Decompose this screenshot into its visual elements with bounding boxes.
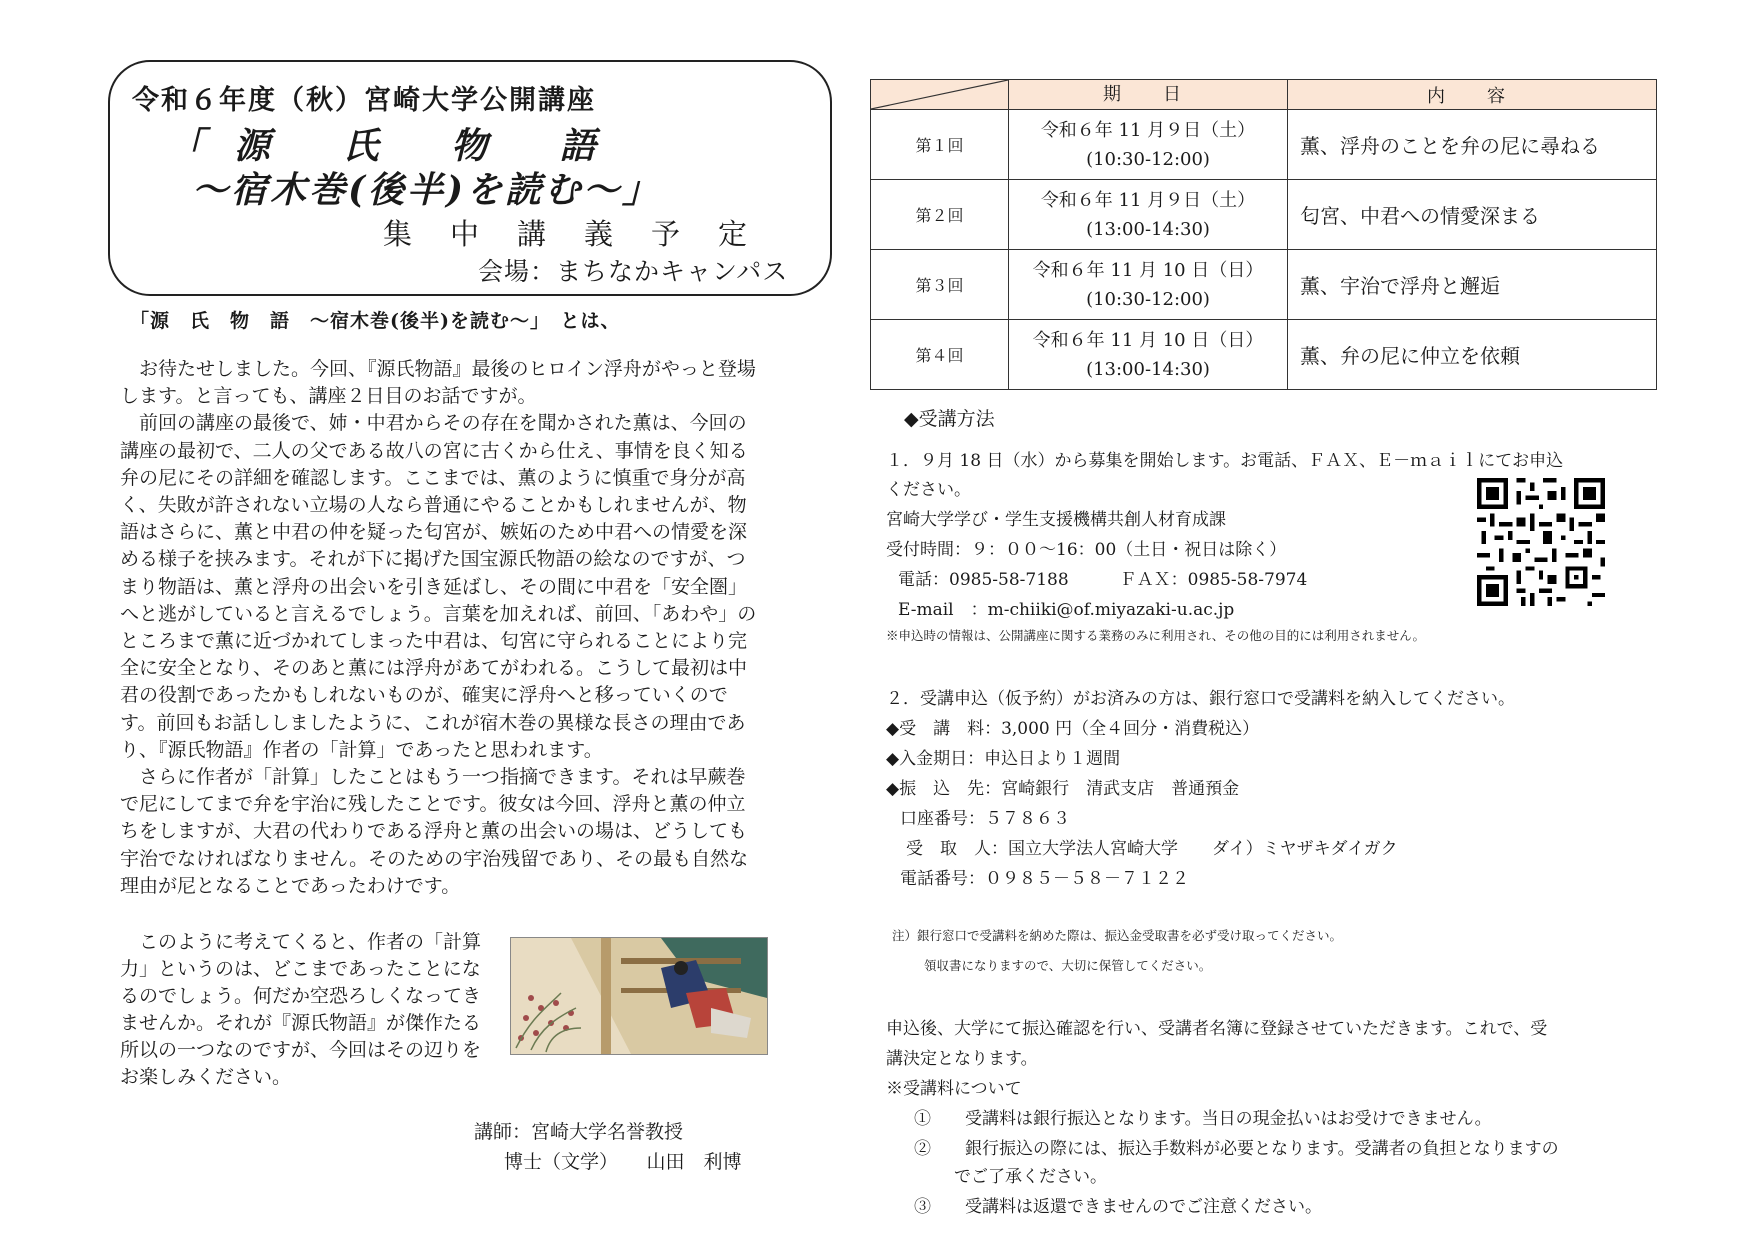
privacy-note: ※申込時の情報は、公開講座に関する業務のみに利用され、その他の目的には利用されません。 (886, 628, 1426, 643)
title-intensive-course: 集中講義予定 (383, 217, 786, 251)
bank-phone: 電話番号：０９８５－５８－７１２２ (900, 869, 1189, 889)
office-hours: 受付時間：９：００～16：00（土日・祝日は除く） (886, 540, 1287, 560)
intro-body (120, 356, 764, 900)
session-label: 第１回 (871, 110, 1009, 180)
fee-about-heading: ※受講料について (886, 1079, 1022, 1099)
session-datetime (1009, 320, 1288, 390)
step2-text: ２．受講申込（仮予約）がお済みの方は、銀行窓口で受講料を納入してください。 (886, 689, 1515, 709)
session-label: 第２回 (871, 180, 1009, 250)
after-application-line-2: 講決定となります。 (886, 1049, 1038, 1069)
step1-line-b: ください。 (886, 480, 971, 500)
session-datetime (1009, 180, 1288, 250)
lecturer-title: 講師：宮崎大学名誉教授 (474, 1121, 684, 1143)
title-yadorigi: ～宿木巻(後半)を読む～」 (192, 169, 662, 211)
session-time: (10:30-12:00) (1086, 288, 1210, 310)
session-time: (10:30-12:00) (1086, 148, 1210, 170)
table-row (871, 110, 1657, 180)
session-content: 薫、宇治で浮舟と邂逅 (1288, 250, 1657, 320)
fee-item-2b: でご了承ください。 (954, 1167, 1107, 1187)
step1-line-a: １．９月 18 日（水）から募集を開始します。お電話、ＦＡＸ、Ｅ－ｍａｉｌにてお申込 (886, 451, 1564, 471)
table-row (871, 320, 1657, 390)
session-time: (13:00-14:30) (1086, 218, 1210, 240)
session-date: 令和６年 11 月９日（土） (1040, 189, 1256, 211)
title-genji: 「源 氏 物 語 (168, 125, 626, 167)
contact-email: E-mail ：m-chiiki@of.miyazaki-u.ac.jp (898, 600, 1235, 620)
intro-paragraph-4-wrap (120, 929, 482, 1091)
contact-phone: 電話：0985-58-7188 ＦＡＸ：0985-58-7974 (898, 570, 1308, 590)
intro-heading: 「源 氏 物 語 ～宿木巻(後半)を読む～」 とは、 (130, 310, 621, 332)
session-date: 令和６年 11 月 10 日（日） (1032, 329, 1264, 351)
intro-paragraph-1: お待たせしました。今回、『源氏物語』最後のヒロイン浮舟がやっと登場します。と言っても、講座２日目のお話ですが。 (120, 358, 756, 408)
qr-code-image (1477, 478, 1605, 606)
table-row (871, 250, 1657, 320)
intro-paragraph-4: このように考えてくると、作者の「計算力」というのは、どこまであったことになるのでしょう。何だか空恐ろしくなってきませんか。それが『源氏物語』が傑作たる所以の一つなのですが、今回はその辺りをお楽しみください。 (120, 931, 482, 1088)
lecturer-name: 博士（文学） 山田 利博 (504, 1151, 742, 1173)
deadline-info: ◆入金期日：申込日より１週間 (886, 749, 1121, 769)
session-date: 令和６年 11 月 10 日（日） (1032, 259, 1264, 281)
session-content: 薫、弁の尼に仲立を依頼 (1288, 320, 1657, 390)
fee-item-3: ③ 受講料は返還できませんのでご注意ください。 (914, 1197, 1322, 1217)
application-heading: ◆受講方法 (904, 408, 995, 430)
receipt-note-1: 注）銀行窓口で受講料を納めた際は、振込金受取書を必ず受け取ってください。 (892, 928, 1343, 943)
session-date: 令和６年 11 月９日（土） (1040, 119, 1256, 141)
payee-info: 受 取 人：国立大学法人宮崎大学 ダイ）ミヤザキダイガク (906, 839, 1398, 859)
intro-paragraph-2: 前回の講座の最後で、姉・中君からその存在を聞かされた薫は、今回の講座の最初で、二人の父である故八の宮に古くから仕え、事情を良く知る弁の尼にその詳細を確認します。ここまでは、薫のように慎重で身分が高く、失敗が許されない立場の人なら普通にやることかもしれませんが、物語はさらに、薫と中君の仲を疑った匂宮が、嫉妬のため中君への情愛を深める様子を挟みます。それが下に掲げた国宝源氏物語の絵なのですが、つまり物語は、薫と浮舟の出会いを引き延ばし、その間に中君を「安全圏」へと逃がしていると言えるでしょう。言葉を加えれば、前回、「あわや」のところまで薫に近づかれてしまった中君は、匂宮に守られることにより完全に安全となり、そのあと薫には浮舟があてがわれる。こうして最初は中君の役割であったかもしれないものが、確実に浮舟へと移っていくのです。前回もお話ししましたように、これが宿木巻の異様な長さの理由であり、『源氏物語』作者の「計算」であったと思われます。 (120, 412, 757, 761)
account-number: 口座番号：５７８６３ (900, 809, 1070, 829)
title-year-line: 令和６年度（秋）宮崎大学公開講座 (132, 85, 596, 116)
session-datetime (1009, 250, 1288, 320)
fee-item-2a: ② 銀行振込の際には、振込手数料が必要となります。受講者の負担となりますの (914, 1139, 1559, 1159)
table-row (871, 180, 1657, 250)
bank-info: ◆振 込 先：宮崎銀行 清武支店 普通預金 (886, 779, 1240, 799)
genji-painting-image (510, 937, 768, 1055)
schedule-table (870, 79, 1657, 391)
after-application-line-1: 申込後、大学にて振込確認を行い、受講者名簿に登録させていただきます。これで、受 (886, 1019, 1548, 1039)
receipt-note-2: 領収書になりますので、大切に保管してください。 (924, 958, 1212, 973)
header-blank-cell (871, 80, 1009, 110)
header-date: 期 日 (1009, 80, 1288, 110)
session-time: (13:00-14:30) (1086, 358, 1210, 380)
intro-paragraph-3: さらに作者が「計算」したことはもう一つ指摘できます。それは早蕨巻で尼にしてまで弁を宇治に残したことです。彼女は今回、浮舟と薫の仲立ちをしますが、大君の代わりである浮舟と薫の出会いの場は、どうしても宇治でなければなりません。そのための宇治残留であり、その最も自然な理由が尼となることであったわけです。 (120, 766, 749, 897)
title-venue: 会場：まちなかキャンパス (478, 257, 789, 286)
fee-info: ◆受 講 料：3,000 円（全４回分・消費税込） (886, 719, 1260, 739)
session-label: 第４回 (871, 320, 1009, 390)
session-content: 薫、浮舟のことを弁の尼に尋ねる (1288, 110, 1657, 180)
session-datetime (1009, 110, 1288, 180)
header-content: 内 容 (1288, 80, 1657, 110)
fee-item-1: ① 受講料は銀行振込となります。当日の現金払いはお受けできません。 (914, 1109, 1492, 1129)
session-label: 第３回 (871, 250, 1009, 320)
session-content: 匂宮、中君への情愛深まる (1288, 180, 1657, 250)
office-name: 宮崎大学学び・学生支援機構共創人材育成課 (886, 510, 1226, 530)
